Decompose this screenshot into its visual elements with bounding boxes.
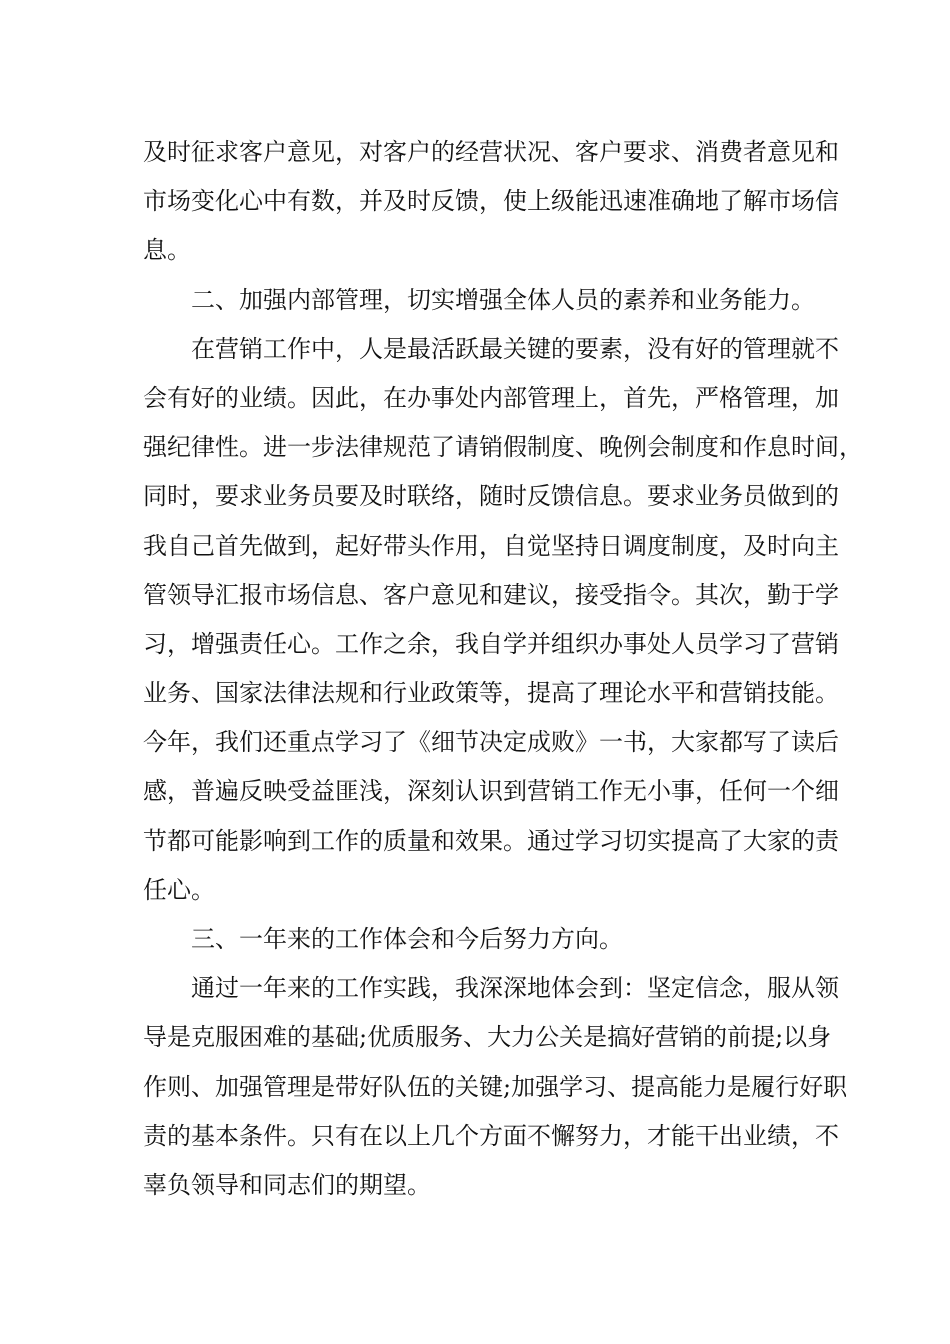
- text-line: 同时，要求业务员要及时联络，随时反馈信息。要求业务员做到的: [143, 482, 839, 511]
- text-line: 作则、加强管理是带好队伍的关键;加强学习、提高能力是履行好职: [143, 1072, 848, 1101]
- text-line: 息。: [143, 236, 191, 265]
- section-heading-3: 三、一年来的工作体会和今后努力方向。: [191, 925, 623, 953]
- text-line: 责的基本条件。只有在以上几个方面不懈努力，才能干出业绩，不: [143, 1121, 839, 1150]
- section-heading-2: 二、加强内部管理，切实增强全体人员的素养和业务能力。: [191, 285, 815, 314]
- document-body: [143, 128, 863, 1210]
- text-line: 及时征求客户意见，对客户的经营状况、客户要求、消费者意见和: [143, 138, 839, 166]
- text-line: 导是克服困难的基础;优质服务、大力公关是搞好营销的前提;以身: [143, 1023, 832, 1052]
- text-line: 在营销工作中，人是最活跃最关键的要素，没有好的管理就不: [191, 334, 839, 363]
- text-line: 业务、国家法律法规和行业政策等，提高了理论水平和营销技能。: [143, 679, 839, 708]
- text-line: 辜负领导和同志们的期望。: [143, 1170, 431, 1199]
- text-line: 强纪律性。进一步法律规范了请销假制度、晚例会制度和作息时间，: [143, 433, 863, 462]
- text-line: 感，普遍反映受益匪浅，深刻认识到营销工作无小事，任何一个细: [143, 777, 839, 806]
- text-line: 节都可能影响到工作的质量和效果。通过学习切实提高了大家的责: [143, 826, 839, 855]
- text-line: 任心。: [143, 875, 215, 904]
- text-line: 市场变化心中有数，并及时反馈，使上级能迅速准确地了解市场信: [143, 187, 839, 216]
- text-line: 通过一年来的工作实践，我深深地体会到：坚定信念，服从领: [191, 974, 839, 1003]
- text-line: 今年，我们还重点学习了《细节决定成败》一书，大家都写了读后: [143, 728, 839, 757]
- text-line: 会有好的业绩。因此，在办事处内部管理上，首先，严格管理，加: [143, 383, 839, 412]
- text-line: 管领导汇报市场信息、客户意见和建议，接受指令。其次，勤于学: [143, 580, 839, 609]
- text-line: 我自己首先做到，起好带头作用，自觉坚持日调度制度，及时向主: [143, 531, 839, 560]
- text-line: 习，增强责任心。工作之余，我自学并组织办事处人员学习了营销: [143, 629, 839, 658]
